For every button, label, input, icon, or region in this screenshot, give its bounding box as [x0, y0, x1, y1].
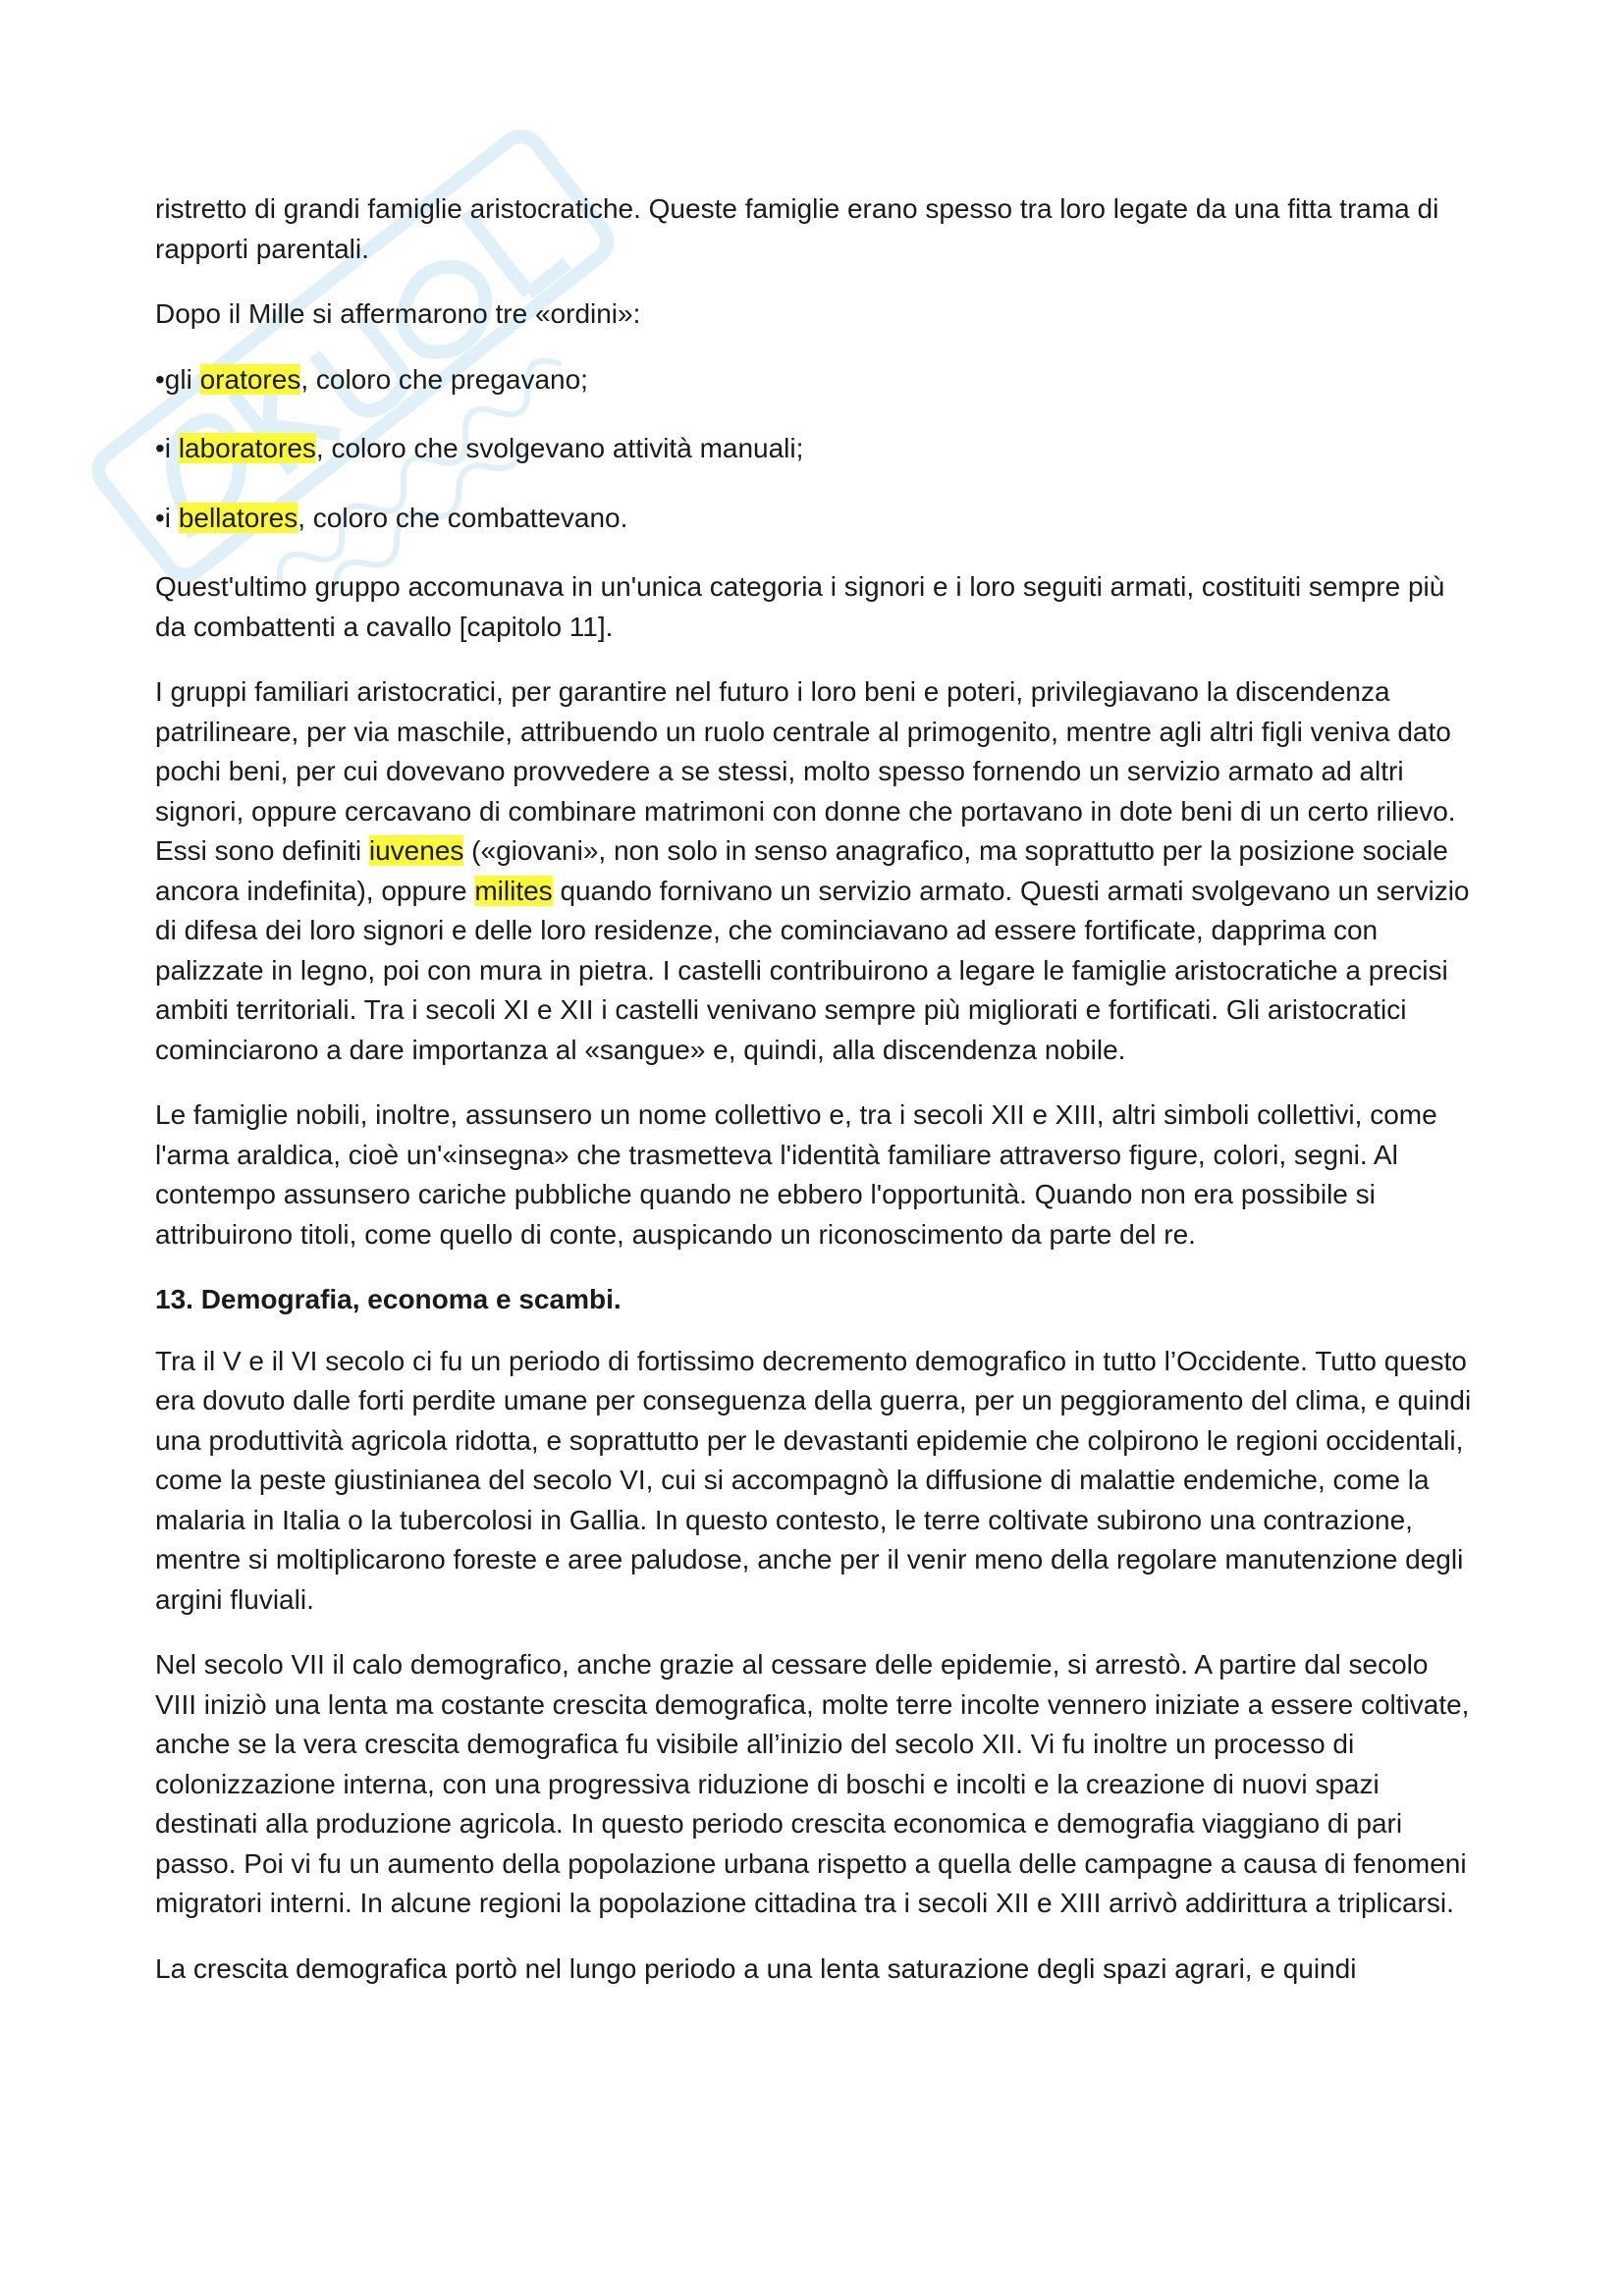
- paragraph: [155, 1645, 1476, 1924]
- section-heading: [155, 1280, 1476, 1320]
- text-run: («giovani», non solo in senso anagrafico, ma soprattutto per la posizione sociale ancora indefinita), oppure: [155, 835, 1448, 906]
- text-run: , coloro che svolgevano attività manuali;: [315, 433, 804, 463]
- text-run: 13. Demografia, economa e scambi.: [155, 1284, 622, 1314]
- paragraph: [155, 1095, 1476, 1255]
- text-run: •gli: [155, 363, 200, 395]
- text-run: Le famiglie nobili, inoltre, assunsero un nome collettivo e, tra i secoli XII e XIII, altri simboli collettivi, come l'arma araldica, cioè un'«insegna» che trasmetteva l'identità familiare attraverso figure, colori, segni. Al contempo assunsero cariche pubbliche quando ne ebbero l'opportunità. Quando non era possibile si attribuirono titoli, come quello di conte, auspicando un riconoscimento da parte del re.: [155, 1099, 1437, 1250]
- highlighted-term: oratores: [199, 363, 301, 395]
- document-body: [155, 189, 1476, 2014]
- bullet-item: [155, 429, 1476, 469]
- bullet-item: [155, 360, 1476, 400]
- highlighted-term: bellatores: [178, 502, 298, 533]
- text-run: Dopo il Mille si affermarono tre «ordini»:: [155, 298, 641, 329]
- text-run: I gruppi familiari aristocratici, per garantire nel futuro i loro beni e poteri, privilegiavano la discendenza patrilineare, per via maschile, attribuendo un ruolo centrale al primogenito, mentre agli altri figli veniva dato pochi beni, per cui dovevano provvedere a se stessi, molto spesso fornendo un servizio armato ad altri signori, oppure cercavano di combinare matrimoni con donne che portavano in dote beni di un certo rilievo. Essi sono definiti: [155, 676, 1456, 866]
- paragraph: [155, 1949, 1476, 1990]
- paragraph: [155, 189, 1476, 269]
- paragraph: [155, 1342, 1476, 1621]
- highlighted-term: laboratores: [178, 433, 316, 463]
- text-run: ristretto di grandi famiglie aristocratiche. Queste famiglie erano spesso tra loro legate da una fitta trama di rapporti parentali.: [155, 193, 1439, 264]
- text-run: quando fornivano un servizio armato. Questi armati svolgevano un servizio di difesa dei loro signori e delle loro residenze, che cominciavano ad essere fortificate, dapprima con palizzate in legno, poi con mura in pietra. I castelli contribuirono a legare le famiglie aristocratiche a precisi ambiti territoriali. Tra i secoli XI e XII i castelli venivano sempre più migliorati e fortificati. Gli aristocratici cominciarono a dare importanza al «sangue» e, quindi, alla discendenza nobile.: [155, 875, 1470, 1065]
- bullet-item: [155, 499, 1476, 539]
- highlighted-term: iuvenes: [368, 835, 464, 866]
- highlighted-term: milites: [474, 875, 553, 906]
- text-run: La crescita demografica portò nel lungo periodo a una lenta saturazione degli spazi agrari, e quindi: [155, 1952, 1357, 1984]
- paragraph: [155, 294, 1476, 335]
- text-run: •i: [155, 433, 179, 463]
- text-run: •i: [155, 502, 179, 533]
- text-run: Tra il V e il VI secolo ci fu un periodo di fortissimo decremento demografico in tutto l’Occidente. Tutto questo era dovuto dalle forti perdite umane per conseguenza della guerra, per un peggioramento del clima, e quindi una produttività agricola ridotta, e soprattutto per le devastanti epidemie che colpirono le regioni occidentali, come la peste giustinianea del secolo VI, cui si accompagnò la diffusione di malattie endemiche, come la malaria in Italia o la tubercolosi in Gallia. In questo contesto, le terre coltivate subirono una contrazione, mentre si moltiplicarono foreste e aree paludose, anche per il venir meno della regolare manutenzione degli argini fluviali.: [155, 1345, 1472, 1615]
- text-run: , coloro che pregavano;: [300, 363, 588, 395]
- paragraph: [155, 567, 1476, 647]
- text-run: , coloro che combattevano.: [298, 502, 628, 533]
- paragraph: [155, 672, 1476, 1070]
- text-run: Quest'ultimo gruppo accomunava in un'unica categoria i signori e i loro seguiti armati, costituiti sempre più da combattenti a cavallo [capitolo 11].: [155, 571, 1445, 642]
- text-run: Nel secolo VII il calo demografico, anche grazie al cessare delle epidemie, si arrestò. A partire dal secolo VIII iniziò una lenta ma costante crescita demografica, molte terre incolte vennero iniziate a essere coltivate, anche se la vera crescita demografica fu visibile all’inizio del secolo XII. Vi fu inoltre un processo di colonizzazione interna, con una progressiva riduzione di boschi e incolti e la creazione di nuovi spazi destinati alla produzione agricola. In questo periodo crescita economica e demografia viaggiano di pari passo. Poi vi fu un aumento della popolazione urbana rispetto a quella delle campagne a causa di fenomeni migratori interni. In alcune regioni la popolazione cittadina tra i secoli XII e XIII arrivò addirittura a triplicarsi.: [155, 1649, 1470, 1918]
